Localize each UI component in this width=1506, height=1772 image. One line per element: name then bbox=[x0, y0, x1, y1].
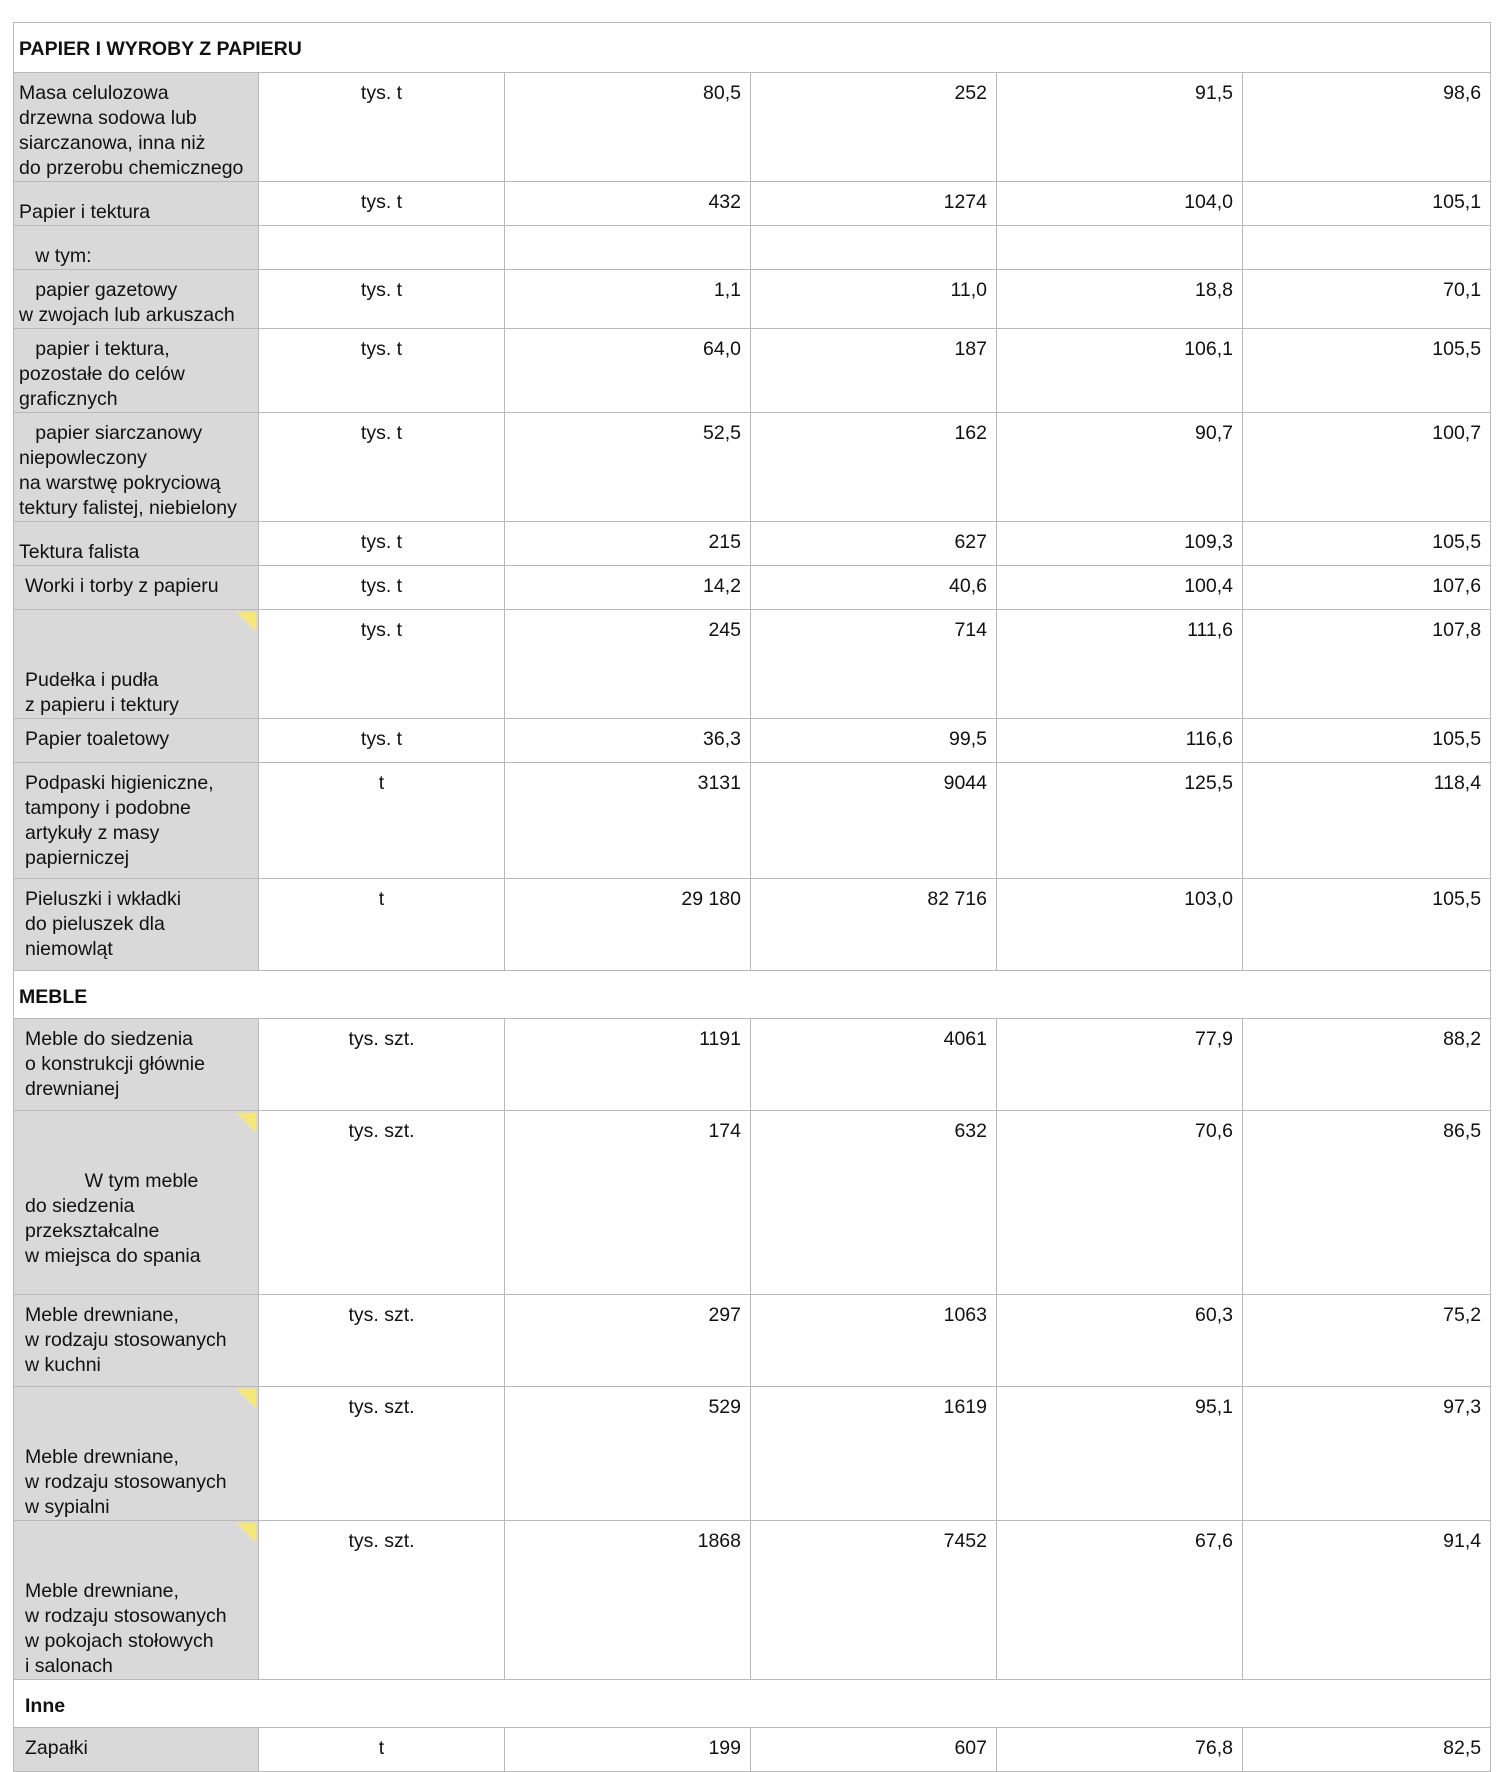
value-cell-1[interactable]: 174 bbox=[505, 1111, 751, 1295]
row-label-text: Meble drewniane, w rodzaju stosowanych w sypialni bbox=[25, 1446, 227, 1518]
row-label[interactable]: Pieluszki i wkładki do pieluszek dla niemowląt bbox=[14, 879, 259, 971]
section-title[interactable]: Inne bbox=[14, 1680, 1491, 1728]
value-cell-3[interactable]: 67,6 bbox=[997, 1521, 1243, 1680]
row-label[interactable]: Meble drewniane, w rodzaju stosowanych w kuchni bbox=[14, 1295, 259, 1387]
value-cell-3[interactable]: 109,3 bbox=[997, 522, 1243, 566]
section-title[interactable]: PAPIER I WYROBY Z PAPIERU bbox=[14, 23, 1491, 73]
table-row bbox=[14, 1728, 1491, 1772]
unit-cell[interactable] bbox=[259, 226, 505, 270]
table-row bbox=[14, 763, 1491, 879]
unit-cell[interactable]: t bbox=[259, 1728, 505, 1772]
value-cell-3[interactable]: 60,3 bbox=[997, 1295, 1243, 1387]
row-label-text: Meble drewniane, w rodzaju stosowanych w pokojach stołowych i salonach bbox=[25, 1580, 227, 1677]
unit-cell[interactable]: tys. t bbox=[259, 719, 505, 763]
table-row bbox=[14, 413, 1491, 522]
value-cell-2[interactable]: 252 bbox=[751, 73, 997, 182]
row-label[interactable]: Meble do siedzenia o konstrukcji głównie drewnianej bbox=[14, 1019, 259, 1111]
value-cell-3[interactable]: 103,0 bbox=[997, 879, 1243, 971]
row-label[interactable]: papier i tektura, pozostałe do celów graficznych bbox=[14, 329, 259, 413]
value-cell-1[interactable]: 199 bbox=[505, 1728, 751, 1772]
table-row bbox=[14, 329, 1491, 413]
row-label[interactable]: papier gazetowy w zwojach lub arkuszach bbox=[14, 270, 259, 329]
value-cell-1[interactable]: 14,2 bbox=[505, 566, 751, 610]
unit-cell[interactable]: tys. t bbox=[259, 329, 505, 413]
row-label[interactable]: Worki i torby z papieru bbox=[14, 566, 259, 610]
table-row bbox=[14, 226, 1491, 270]
value-cell-2[interactable]: 714 bbox=[751, 610, 997, 719]
row-label[interactable] bbox=[14, 1521, 259, 1680]
row-label-text: Pudełka i pudła z papieru i tektury bbox=[25, 669, 179, 716]
value-cell-2[interactable]: 99,5 bbox=[751, 719, 997, 763]
value-cell-4[interactable]: 105,5 bbox=[1243, 329, 1491, 413]
value-cell-4[interactable]: 91,4 bbox=[1243, 1521, 1491, 1680]
unit-cell[interactable]: tys. szt. bbox=[259, 1111, 505, 1295]
value-cell-1[interactable]: 297 bbox=[505, 1295, 751, 1387]
value-cell-3[interactable]: 77,9 bbox=[997, 1019, 1243, 1111]
value-cell-4[interactable]: 75,2 bbox=[1243, 1295, 1491, 1387]
value-cell-1[interactable]: 1,1 bbox=[505, 270, 751, 329]
table-row bbox=[14, 610, 1491, 719]
value-cell-4[interactable]: 118,4 bbox=[1243, 763, 1491, 879]
value-cell-3[interactable]: 111,6 bbox=[997, 610, 1243, 719]
row-label[interactable]: papier siarczanowy niepowleczony na warstwę pokryciową tektury falistej, niebielony bbox=[14, 413, 259, 522]
value-cell-2[interactable]: 11,0 bbox=[751, 270, 997, 329]
section-header-row bbox=[14, 23, 1491, 73]
value-cell-4[interactable]: 88,2 bbox=[1243, 1019, 1491, 1111]
value-cell-3[interactable] bbox=[997, 226, 1243, 270]
value-cell-2[interactable]: 40,6 bbox=[751, 566, 997, 610]
table-row bbox=[14, 566, 1491, 610]
comment-indicator-icon[interactable] bbox=[236, 1523, 256, 1543]
value-cell-1[interactable]: 432 bbox=[505, 182, 751, 226]
value-cell-4[interactable]: 98,6 bbox=[1243, 73, 1491, 182]
table-row bbox=[14, 1019, 1491, 1111]
value-cell-2[interactable]: 1274 bbox=[751, 182, 997, 226]
comment-indicator-icon[interactable] bbox=[236, 1389, 256, 1409]
table-row bbox=[14, 719, 1491, 763]
value-cell-2[interactable]: 82 716 bbox=[751, 879, 997, 971]
value-cell-1[interactable]: 64,0 bbox=[505, 329, 751, 413]
value-cell-4[interactable]: 105,5 bbox=[1243, 719, 1491, 763]
unit-cell[interactable]: tys. t bbox=[259, 522, 505, 566]
value-cell-3[interactable]: 106,1 bbox=[997, 329, 1243, 413]
value-cell-3[interactable]: 70,6 bbox=[997, 1111, 1243, 1295]
row-label[interactable]: Zapałki bbox=[14, 1728, 259, 1772]
unit-cell[interactable]: tys. t bbox=[259, 610, 505, 719]
value-cell-1[interactable]: 29 180 bbox=[505, 879, 751, 971]
unit-cell[interactable]: tys. t bbox=[259, 182, 505, 226]
value-cell-1[interactable]: 52,5 bbox=[505, 413, 751, 522]
unit-cell[interactable]: tys. t bbox=[259, 73, 505, 182]
row-label[interactable] bbox=[14, 1111, 259, 1295]
value-cell-4[interactable] bbox=[1243, 226, 1491, 270]
value-cell-3[interactable]: 76,8 bbox=[997, 1728, 1243, 1772]
value-cell-2[interactable]: 9044 bbox=[751, 763, 997, 879]
value-cell-2[interactable]: 1619 bbox=[751, 1387, 997, 1521]
unit-cell[interactable]: tys. szt. bbox=[259, 1521, 505, 1680]
section-header-row bbox=[14, 1680, 1491, 1728]
unit-cell[interactable]: tys. szt. bbox=[259, 1295, 505, 1387]
value-cell-4[interactable]: 105,5 bbox=[1243, 879, 1491, 971]
value-cell-4[interactable]: 107,8 bbox=[1243, 610, 1491, 719]
value-cell-3[interactable]: 104,0 bbox=[997, 182, 1243, 226]
table-row bbox=[14, 182, 1491, 226]
value-cell-3[interactable]: 95,1 bbox=[997, 1387, 1243, 1521]
row-label[interactable]: w tym: bbox=[14, 226, 259, 270]
value-cell-4[interactable]: 82,5 bbox=[1243, 1728, 1491, 1772]
value-cell-2[interactable]: 607 bbox=[751, 1728, 997, 1772]
value-cell-2[interactable]: 627 bbox=[751, 522, 997, 566]
table-row bbox=[14, 1521, 1491, 1680]
value-cell-1[interactable]: 36,3 bbox=[505, 719, 751, 763]
row-label-text: W tym meble do siedzenia przekształcalne w miejsca do spania bbox=[25, 1170, 201, 1267]
value-cell-1[interactable]: 80,5 bbox=[505, 73, 751, 182]
value-cell-1[interactable]: 215 bbox=[505, 522, 751, 566]
value-cell-2[interactable]: 1063 bbox=[751, 1295, 997, 1387]
table-row bbox=[14, 879, 1491, 971]
table-row bbox=[14, 1111, 1491, 1295]
section-header-row bbox=[14, 971, 1491, 1019]
comment-indicator-icon[interactable] bbox=[236, 1113, 256, 1133]
value-cell-4[interactable]: 107,6 bbox=[1243, 566, 1491, 610]
value-cell-1[interactable]: 1868 bbox=[505, 1521, 751, 1680]
table-row bbox=[14, 1387, 1491, 1521]
value-cell-4[interactable]: 105,1 bbox=[1243, 182, 1491, 226]
row-label[interactable]: Tektura falista bbox=[14, 522, 259, 566]
value-cell-1[interactable]: 3131 bbox=[505, 763, 751, 879]
unit-cell[interactable]: tys. szt. bbox=[259, 1387, 505, 1521]
comment-indicator-icon[interactable] bbox=[236, 612, 256, 632]
value-cell-3[interactable]: 125,5 bbox=[997, 763, 1243, 879]
value-cell-4[interactable]: 100,7 bbox=[1243, 413, 1491, 522]
unit-cell[interactable]: tys. t bbox=[259, 413, 505, 522]
row-label[interactable]: Papier toaletowy bbox=[14, 719, 259, 763]
row-label[interactable]: Papier i tektura bbox=[14, 182, 259, 226]
value-cell-1[interactable]: 529 bbox=[505, 1387, 751, 1521]
value-cell-2[interactable] bbox=[751, 226, 997, 270]
section-title[interactable]: MEBLE bbox=[14, 971, 1491, 1019]
row-label[interactable]: Masa celulozowa drzewna sodowa lub siarczanowa, inna niż do przerobu chemicznego bbox=[14, 73, 259, 182]
value-cell-3[interactable]: 100,4 bbox=[997, 566, 1243, 610]
value-cell-2[interactable]: 7452 bbox=[751, 1521, 997, 1680]
unit-cell[interactable]: t bbox=[259, 879, 505, 971]
row-label[interactable]: Podpaski higieniczne, tampony i podobne artykuły z masy papierniczej bbox=[14, 763, 259, 879]
value-cell-3[interactable]: 91,5 bbox=[997, 73, 1243, 182]
unit-cell[interactable]: t bbox=[259, 763, 505, 879]
value-cell-4[interactable]: 105,5 bbox=[1243, 522, 1491, 566]
value-cell-4[interactable]: 86,5 bbox=[1243, 1111, 1491, 1295]
value-cell-2[interactable]: 4061 bbox=[751, 1019, 997, 1111]
unit-cell[interactable]: tys. t bbox=[259, 270, 505, 329]
value-cell-1[interactable]: 245 bbox=[505, 610, 751, 719]
table-row bbox=[14, 73, 1491, 182]
unit-cell[interactable]: tys. t bbox=[259, 566, 505, 610]
value-cell-3[interactable]: 116,6 bbox=[997, 719, 1243, 763]
value-cell-4[interactable]: 70,1 bbox=[1243, 270, 1491, 329]
table-row bbox=[14, 1295, 1491, 1387]
value-cell-3[interactable]: 18,8 bbox=[997, 270, 1243, 329]
value-cell-1[interactable] bbox=[505, 226, 751, 270]
value-cell-2[interactable]: 632 bbox=[751, 1111, 997, 1295]
table-row bbox=[14, 522, 1491, 566]
value-cell-4[interactable]: 97,3 bbox=[1243, 1387, 1491, 1521]
row-label[interactable] bbox=[14, 610, 259, 719]
row-label[interactable] bbox=[14, 1387, 259, 1521]
table-row bbox=[14, 270, 1491, 329]
value-cell-2[interactable]: 162 bbox=[751, 413, 997, 522]
value-cell-1[interactable]: 1191 bbox=[505, 1019, 751, 1111]
value-cell-3[interactable]: 90,7 bbox=[997, 413, 1243, 522]
unit-cell[interactable]: tys. szt. bbox=[259, 1019, 505, 1111]
production-table bbox=[13, 22, 1491, 1772]
value-cell-2[interactable]: 187 bbox=[751, 329, 997, 413]
